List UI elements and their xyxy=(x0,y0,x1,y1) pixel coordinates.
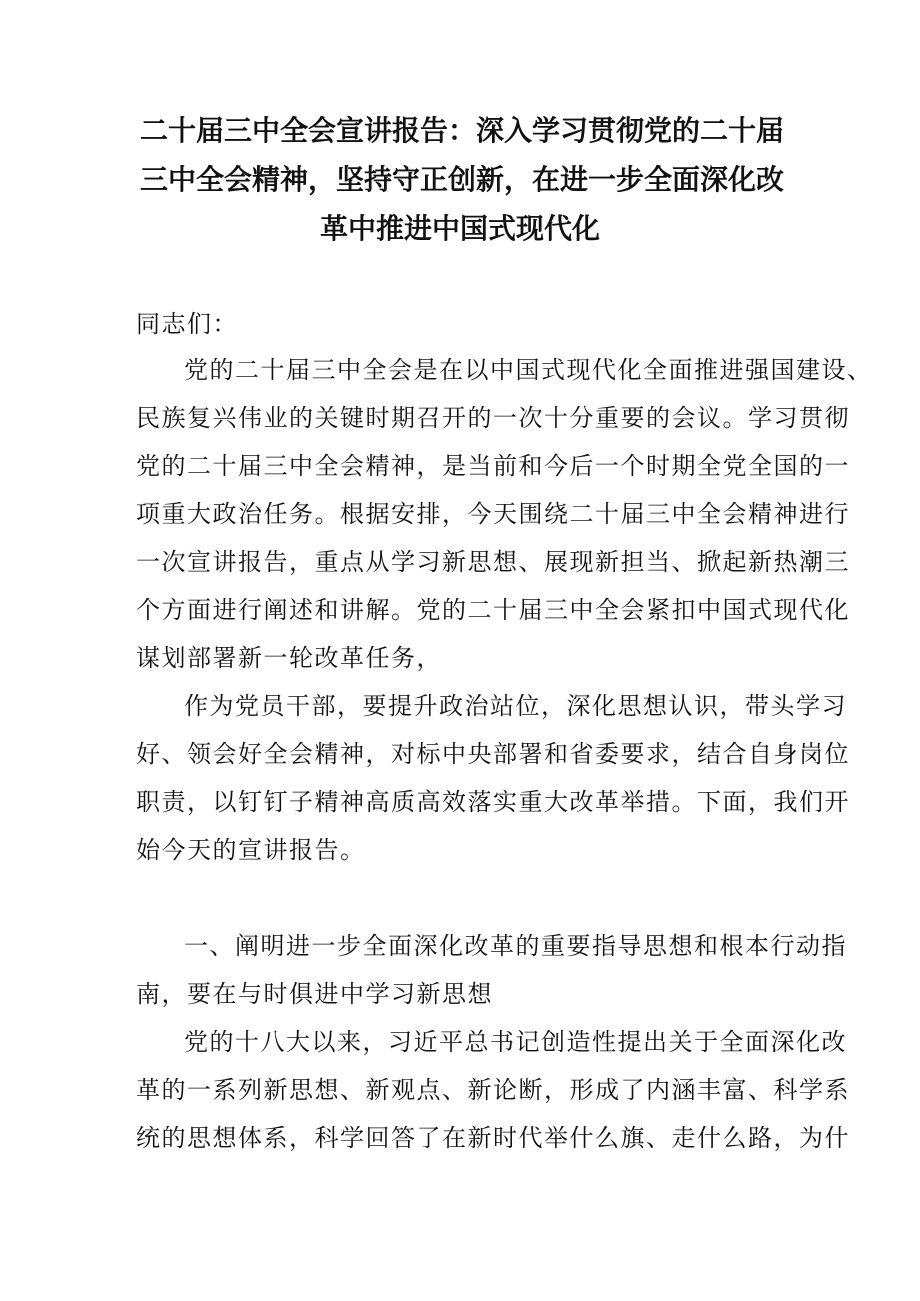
title-line-2: 三中全会精神，坚持守正创新，在进一步全面深化改 xyxy=(140,163,785,196)
salutation-text: 同志们： xyxy=(136,310,238,338)
paragraph-3-line: 革的一系列新思想、新观点、新论断，形成了内涵丰富、科学系 xyxy=(136,1076,850,1104)
paragraph-1-line: 个方面进行阐述和讲解。党的二十届三中全会紧扣中国式现代化 xyxy=(136,596,850,624)
paragraph-1-line: 党的二十届三中全会精神，是当前和今后一个时期全党全国的一 xyxy=(136,452,850,480)
paragraph-3-line: 党的十八大以来，习近平总书记创造性提出关于全面深化改 xyxy=(184,1028,847,1056)
paragraph-2-line: 作为党员干部，要提升政治站位，深化思想认识，带头学习 xyxy=(184,692,847,720)
document-title xyxy=(140,106,785,253)
paragraph-2 xyxy=(136,682,850,874)
paragraph-2-line: 始今天的宣讲报告。 xyxy=(136,836,366,864)
section-1-heading xyxy=(136,922,847,1018)
title-line-3: 革中推进中国式现代化 xyxy=(319,212,600,245)
salutation xyxy=(136,300,784,348)
paragraph-2-line: 职责，以钉钉子精神高质高效落实重大改革举措。下面，我们开 xyxy=(136,788,850,816)
paragraph-1-line: 一次宣讲报告，重点从学习新思想、展现新担当、掀起新热潮三 xyxy=(136,548,850,576)
paragraph-1 xyxy=(136,346,873,682)
paragraph-1-line: 谋划部署新一轮改革任务， xyxy=(136,644,442,672)
section-1-heading-line: 南，要在与时俱进中学习新思想 xyxy=(136,980,493,1008)
paragraph-2-line: 好、领会好全会精神，对标中央部署和省委要求，结合自身岗位 xyxy=(136,740,850,768)
title-line-1: 二十届三中全会宣讲报告：深入学习贯彻党的二十届 xyxy=(140,114,785,147)
paragraph-3 xyxy=(136,1018,850,1162)
paragraph-1-line: 党的二十届三中全会是在以中国式现代化全面推进强国建设、 xyxy=(184,356,873,384)
paragraph-1-line: 民族复兴伟业的关键时期召开的一次十分重要的会议。学习贯彻 xyxy=(136,404,850,432)
section-1-heading-line: 一、阐明进一步全面深化改革的重要指导思想和根本行动指 xyxy=(184,932,847,960)
paragraph-1-line: 项重大政治任务。根据安排，今天围绕二十届三中全会精神进行 xyxy=(136,500,850,528)
paragraph-3-line: 统的思想体系，科学回答了在新时代举什么旗、走什么路，为什 xyxy=(136,1124,850,1152)
